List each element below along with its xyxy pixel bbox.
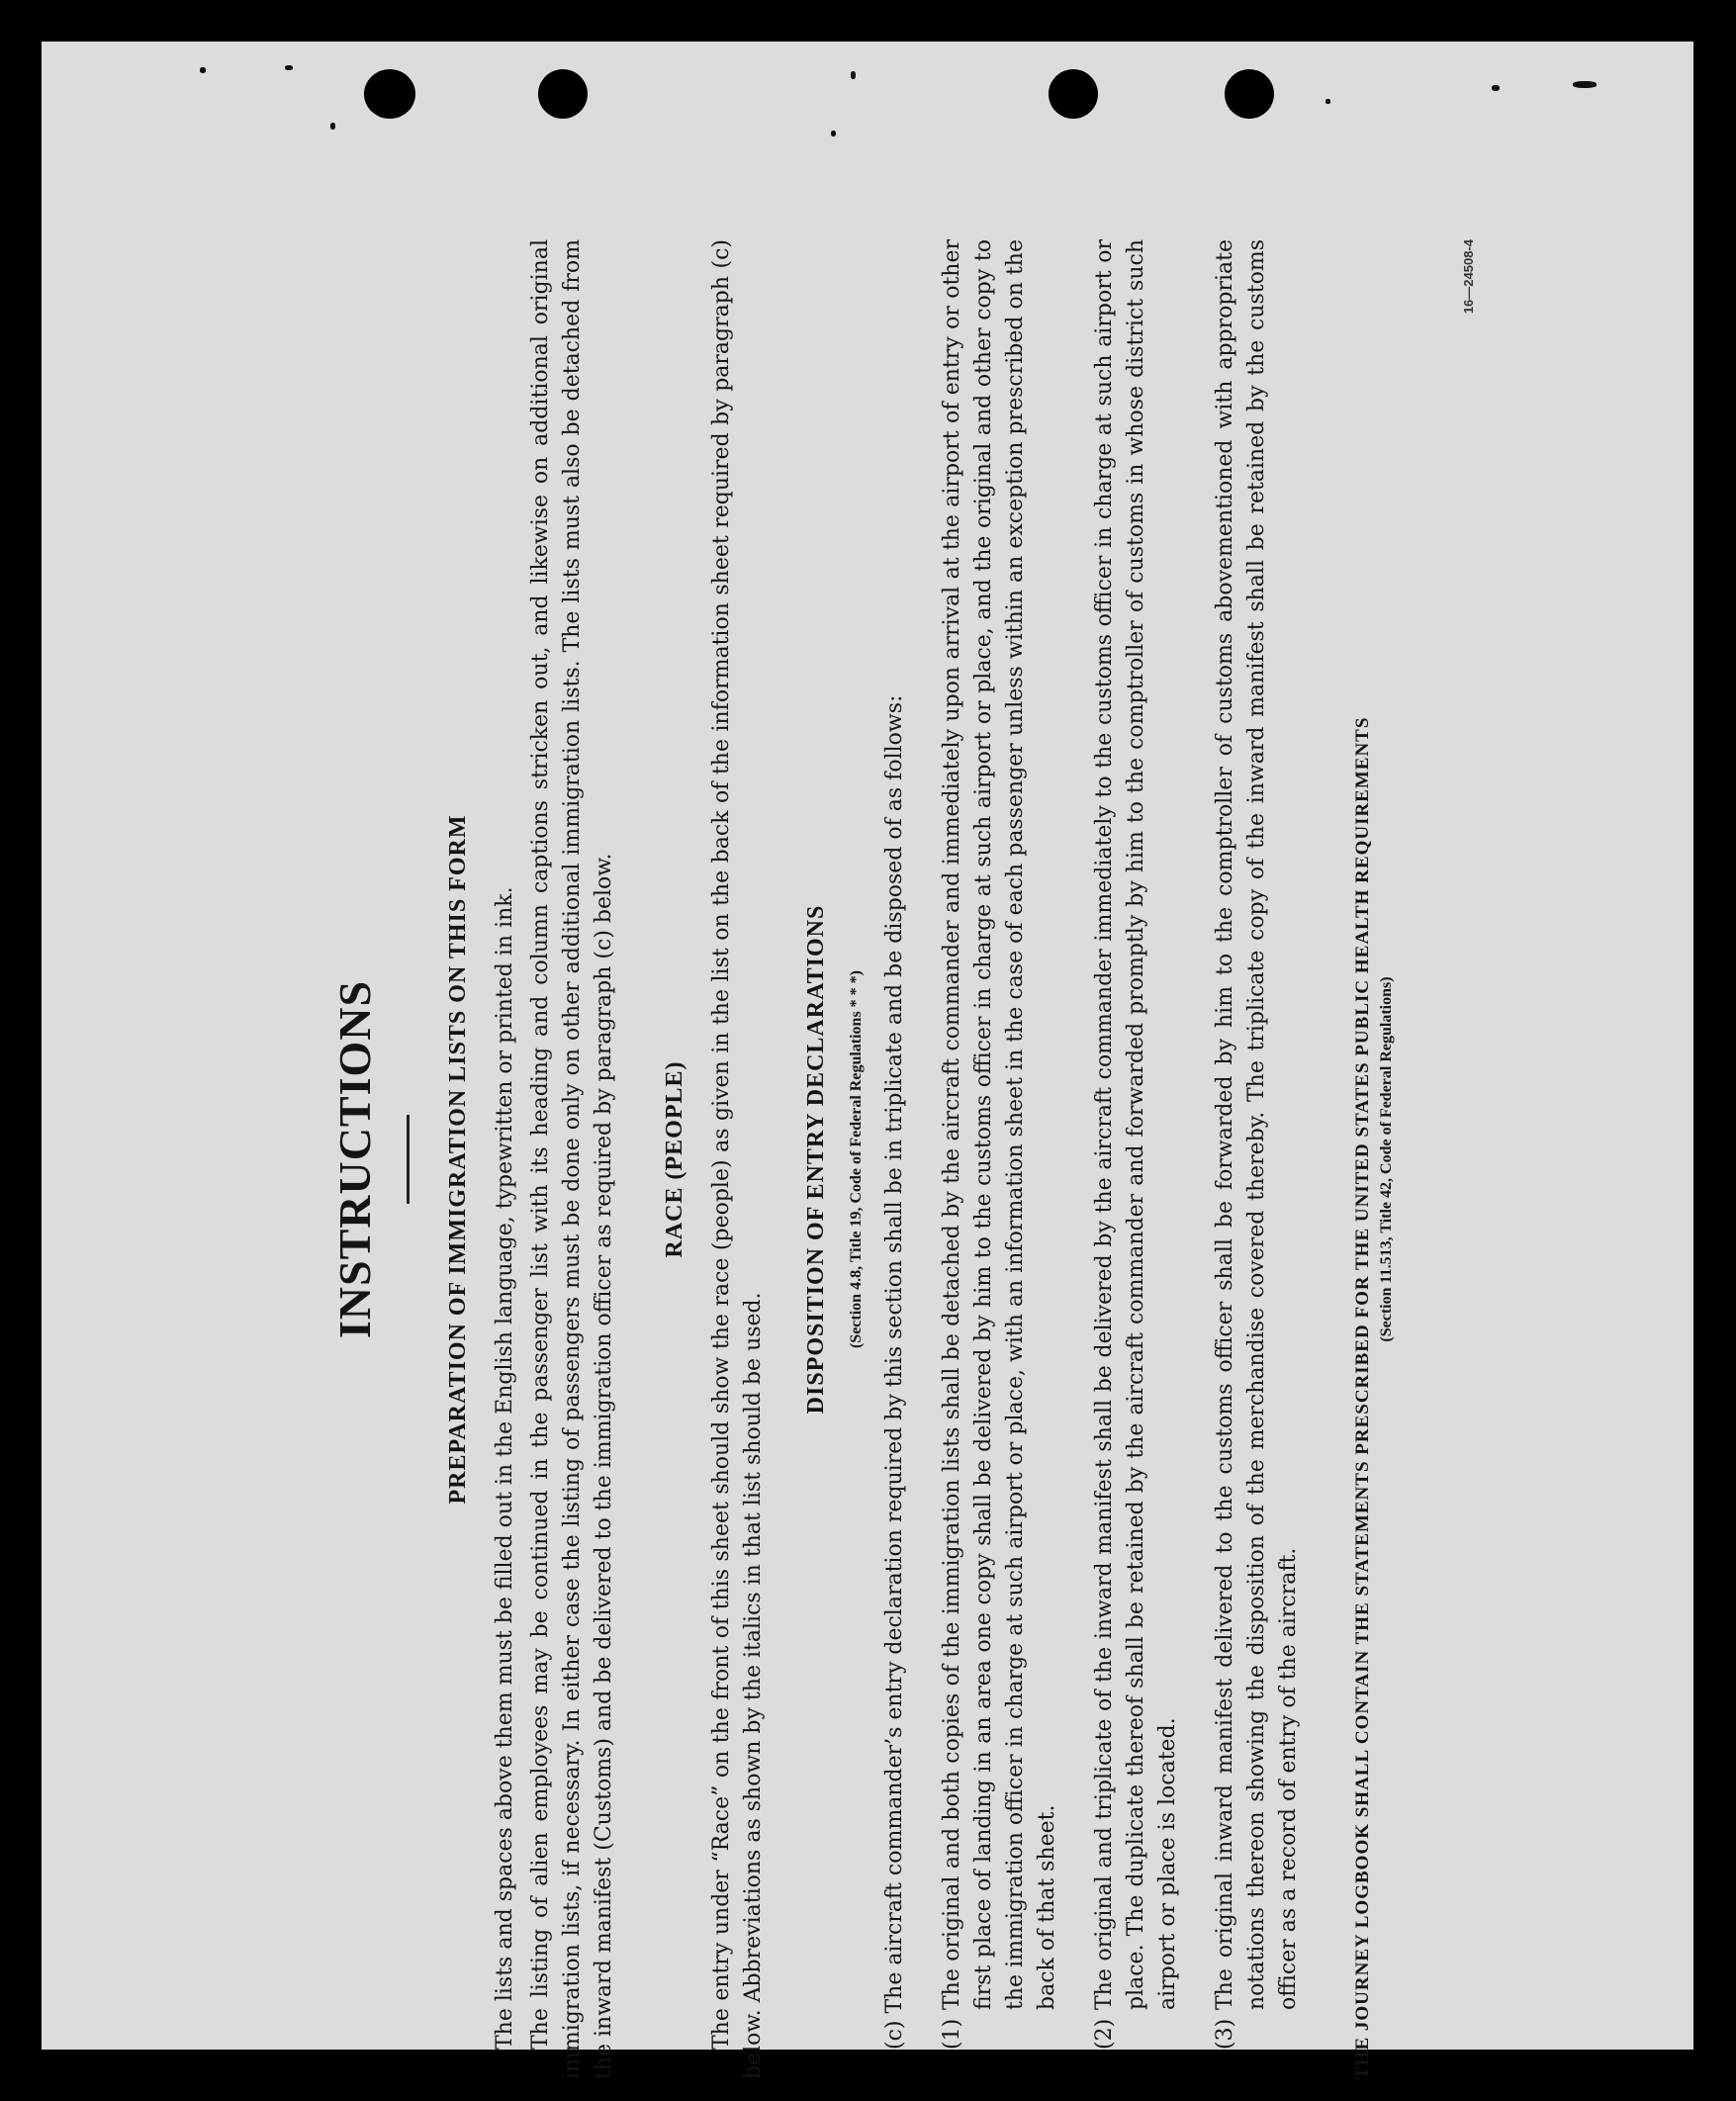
scan-speck bbox=[851, 71, 856, 79]
punch-hole bbox=[1049, 69, 1098, 119]
document-page bbox=[42, 42, 1693, 2079]
scan-speck bbox=[1573, 81, 1597, 88]
form-number: 16—24508-4 bbox=[1461, 239, 1476, 315]
section-citation: (Section 4.8, Title 19, Code of Federal Regulations * * *) bbox=[848, 969, 865, 1349]
paragraph: The entry under “Race” on the front of this sheet should show the race (people) as given in the list on the back of the information sheet required by paragraph (c) below. Abbreviations as shown by the italics in that list should be used. bbox=[709, 239, 766, 2079]
list-item-number: (2) bbox=[1092, 2018, 1117, 2050]
paragraph: The listing of alien employees may be continued in the passenger list with its heading and column captions stricken out, and likewise on additional original immigration lists, if necessary. In either case the listing of passengers must be done only on other additional immigration lists. The lists must also be detached from the inward manifest (Customs) and be delivered to the immigration officer as required by paragraph (c) below. bbox=[528, 239, 616, 2079]
scan-speck bbox=[1492, 85, 1500, 91]
scan-speck bbox=[330, 123, 335, 130]
list-item-number: (1) bbox=[940, 2018, 964, 2050]
scan-speck bbox=[1325, 99, 1330, 104]
scan-speck bbox=[831, 131, 836, 137]
section-heading-disposition: DISPOSITION OF ENTRY DECLARATIONS bbox=[803, 904, 829, 1415]
list-item bbox=[1210, 239, 1305, 2079]
list-item-text: The original and both copies of the immigration lists shall be detached by the aircraft commander and immediately upon arrival at the airport of entry or other first place of landing in an area one copy shall be delivered by him to the customs officer in charge at such airport or place, and the original and other copy to the immigration officer in charge at such airport or place, with an information sheet in the case of each passenger unless within an exception prescribed on the back of that sheet. bbox=[940, 239, 1059, 2010]
document-title: INSTRUCTIONS bbox=[329, 979, 380, 1339]
punch-hole bbox=[538, 69, 588, 119]
scan-speck bbox=[200, 67, 206, 73]
footer-heading: THE JOURNEY LOGBOOK SHALL CONTAIN THE STATEMENTS PRESCRIBED FOR THE UNITED STATES PUBLIC HEALTH REQUIREMENTS bbox=[1352, 716, 1373, 2079]
list-item-number: (3) bbox=[1213, 2018, 1237, 2050]
title-rule bbox=[407, 1115, 410, 1204]
scan-speck bbox=[285, 65, 293, 70]
paragraph: (c) The aircraft commander’s entry declaration required by this section shall be in triplicate and be disposed of as follows: bbox=[882, 694, 907, 2050]
punch-hole bbox=[364, 69, 415, 119]
section-heading-preparation: PREPARATION OF IMMIGRATION LISTS ON THIS FORM bbox=[445, 814, 471, 1505]
section-heading-race: RACE (PEOPLE) bbox=[662, 1060, 687, 1258]
list-item-text: The original and triplicate of the inward manifest shall be delivered by the aircraft commander immediately to the customs officer in charge at such airport or place. The duplicate thereof shall be retained by the aircraft commander and forwarded promptly by him to the comptroller of customs in whose district such airport or place is located. bbox=[1092, 239, 1180, 2010]
list-item bbox=[937, 239, 1063, 2079]
rotated-content bbox=[328, 239, 1476, 2079]
paragraph: The lists and spaces above them must be filled out in the English language, typewritten or printed in ink. bbox=[493, 886, 517, 2050]
punch-hole bbox=[1225, 69, 1274, 119]
list-item-text: The original inward manifest delivered to the customs officer shall be forwarded by him to the comptroller of customs abovementioned with appropriate notations thereon showing the disposition of the merchandise covered thereby. The triplicate copy of the inward manifest shall be retained by the customs officer as a record of entry of the aircraft. bbox=[1213, 239, 1301, 2010]
footer-citation: (Section 11.513, Title 42, Code of Federal Regulations) bbox=[1378, 976, 1395, 1342]
list-item bbox=[1089, 239, 1184, 2079]
